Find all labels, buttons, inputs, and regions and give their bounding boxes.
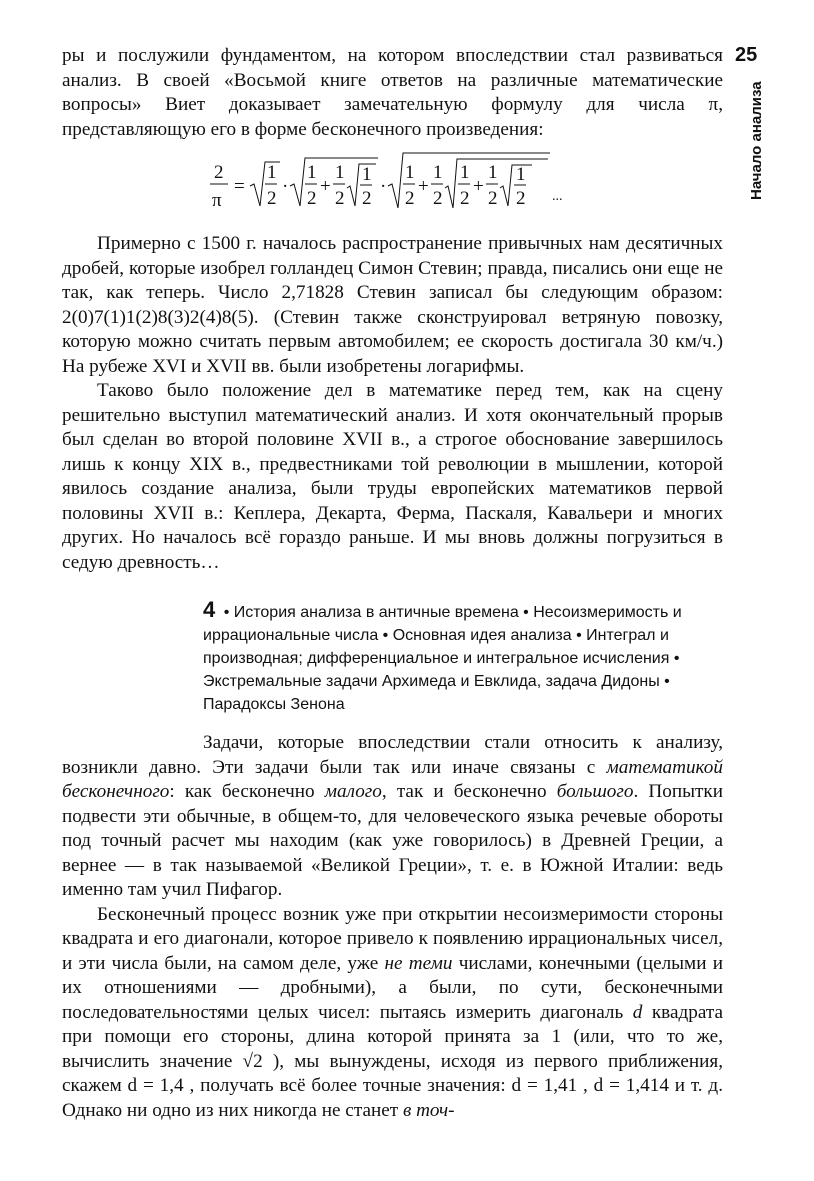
intro-paragraph-2 <box>62 232 723 575</box>
formula-lhs-num: 2 <box>214 162 224 183</box>
svg-text:·: · <box>282 176 289 197</box>
svg-text:1: 1 <box>488 162 498 183</box>
svg-text:1: 1 <box>405 162 415 183</box>
intro-paragraph-1 <box>62 44 723 142</box>
formula-lhs-den: π <box>212 190 222 211</box>
section-heading <box>203 598 723 716</box>
formula-tail: ... <box>552 189 563 204</box>
svg-text:1: 1 <box>460 162 470 183</box>
svg-text:+: + <box>418 176 429 197</box>
section-paragraph-1: Задачи, которые впоследствии стали относить к анализу, возникли давно. Эти задачи были так или иначе связаны с математикой бесконечного: как бесконечно малого, так и бесконечно большого. Попытки подвести эти обычные, в общем-то, для человеческого языка речевые обороты под точный расчет мы находим (как уже говорилось) в Древней Греции, а вернее — в так называемой «Великой Греции», т. е. в Южной Италии: ведь именно там учил Пифагор. <box>62 732 723 900</box>
running-head: Начало анализа <box>748 81 765 200</box>
section-paragraph-2: Бесконечный процесс возник уже при открытии несоизмеримости стороны квадрата и его диагонали, которое привело к появлению иррациональных чисел, и эти числа были, на самом деле, уже не теми числами, конечными (целыми и их отношениями — дробными), а были, по сути, бесконечными последовательностями целых чисел: пытаясь измерить диагональ d квадрата при помощи его стороны, длина которой принята за 1 (или, что то же, вычислить значение √2 ), мы вынуждены, исходя из первого приближения, скажем d = 1,4 , получать всё более точные значения: d = 1,41 , d = 1,414 и т. д. Однако ни одно из них никогда не станет в точ- <box>62 903 723 1121</box>
svg-text:2: 2 <box>516 188 526 209</box>
svg-text:2: 2 <box>488 188 498 209</box>
svg-text:1: 1 <box>307 162 317 183</box>
svg-text:2: 2 <box>307 188 317 209</box>
svg-text:2: 2 <box>267 188 277 209</box>
svg-text:2: 2 <box>405 188 415 209</box>
svg-text:+: + <box>473 176 484 197</box>
svg-text:1: 1 <box>516 164 526 185</box>
svg-text:+: + <box>320 176 331 197</box>
intro-text-1: ры и послужили фундаментом, на котором впоследствии стал развиваться анализ. В своей «Восьмой книге ответов на различные математические вопросы» Виет доказывает замечательную формулу для числа π, представляющую его в форме бесконечного произведения: <box>62 45 723 140</box>
svg-text:=: = <box>234 176 245 197</box>
section-body <box>62 731 723 1123</box>
section-title: • История анализа в античные времена • Несоизмеримость и иррациональные числа • Основная идея анализа • Интеграл и производная; дифференциальное и интегральное исчисления • Экстремальные задачи Архимеда и Евклида, задача Дидоны • Парадоксы Зенона <box>203 604 682 713</box>
viete-formula <box>210 150 570 220</box>
svg-text:2: 2 <box>433 188 443 209</box>
svg-text:1: 1 <box>267 162 277 183</box>
svg-text:2: 2 <box>460 188 470 209</box>
svg-text:2: 2 <box>335 188 345 209</box>
svg-text:1: 1 <box>335 162 345 183</box>
page-number: 25 <box>735 44 758 66</box>
intro-text-2: Примерно с 1500 г. началось распространение привычных нам десятичных дробей, которые изобрел голландец Симон Стевин; правда, писались они еще не так, как теперь. Число 2,71828 Стевин записал бы следующим образом: 2(0)7(1)1(2)8(3)2(4)8(5). (Стевин также сконструировал ветряную повозку, которую можно считать первым автомобилем; ее скорость достигала 30 км/ч.) На рубеже XVI и XVII вв. были изобретены логарифмы. <box>62 233 723 377</box>
svg-text:2: 2 <box>362 188 372 209</box>
svg-text:·: · <box>380 176 387 197</box>
svg-text:1: 1 <box>433 162 443 183</box>
section-number: 4 <box>203 597 216 622</box>
intro-text-3: Таково было положение дел в математике перед тем, как на сцену решительно выступил математический анализ. И хотя окончательный прорыв был сделан во второй половине XVII в., а строгое обоснование завершилось лишь к концу XIX в., предвестниками той революции в мышлении, которой явилось создание анализа, были труды европейских математиков первой половины XVII в.: Кеплера, Декарта, Ферма, Паскаля, Кавальери и многих других. Но началось всё гораздо раньше. И мы вновь должны погрузиться в седую древность… <box>62 380 723 573</box>
svg-text:1: 1 <box>362 164 372 185</box>
